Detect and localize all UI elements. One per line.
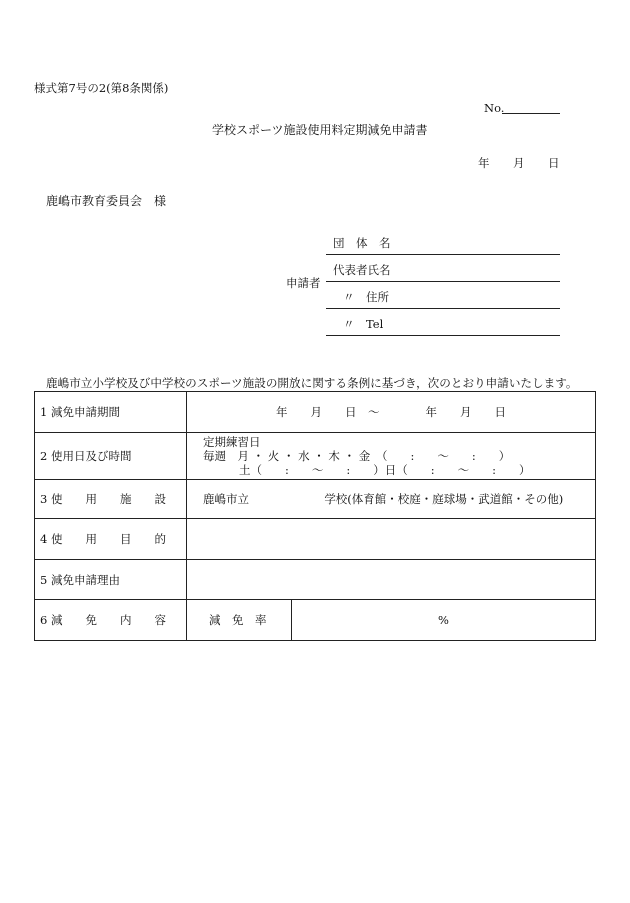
date-month: 月 [513, 156, 525, 170]
number-label: No. [484, 101, 505, 115]
number-field-line[interactable] [502, 113, 560, 114]
period-field[interactable]: 年 月 日 〜 年 月 日 [187, 392, 596, 433]
document-title: 学校スポーツ施設使用料定期減免申請書 [212, 123, 428, 137]
date-year: 年 [478, 156, 490, 170]
table-row [35, 392, 596, 433]
regular-practice-label: 定期練習日 [203, 435, 261, 449]
representative-name-field[interactable] [326, 281, 560, 282]
facility-field[interactable] [187, 480, 596, 519]
purpose-field[interactable] [187, 519, 596, 560]
period-label: 1 減免申請期間 [35, 392, 187, 433]
table-row [35, 480, 596, 519]
table-row [35, 519, 596, 560]
weekday-schedule: 毎週 月 ・ 火 ・ 水 ・ 木 ・ 金 （ : 〜 : ） [203, 449, 511, 463]
address-field[interactable] [326, 308, 560, 309]
facility-suffix: 学校(体育館・校庭・庭球場・武道館・その他) [324, 492, 564, 506]
percent-unit: % [438, 613, 449, 627]
weekend-schedule: 土（ : 〜 : ）日（ : 〜 : ） [239, 463, 531, 477]
form-number: 様式第7号の2(第8条関係) [34, 81, 169, 95]
exemption-rate-label: 減 免 率 [187, 600, 292, 641]
address-label: 〃 住所 [343, 290, 389, 304]
representative-name-label: 代表者氏名 [333, 263, 391, 277]
facility-label: 3 使 用 施 設 [35, 480, 187, 519]
org-name-label: 団 体 名 [333, 236, 391, 250]
exemption-label: 6 減 免 内 容 [35, 600, 187, 641]
addressee: 鹿嶋市教育委員会 様 [46, 194, 167, 208]
table-row [35, 600, 596, 641]
exemption-rate-field[interactable] [292, 600, 596, 641]
usage-days-field[interactable] [187, 433, 596, 480]
tel-label: 〃 Tel [343, 317, 384, 331]
table-row [35, 433, 596, 480]
usage-days-label: 2 使用日及び時間 [35, 433, 187, 480]
applicant-label: 申請者 [286, 276, 321, 290]
org-name-field[interactable] [326, 254, 560, 255]
table-row [35, 560, 596, 600]
application-table [34, 391, 596, 641]
tel-field[interactable] [326, 335, 560, 336]
purpose-label: 4 使 用 目 的 [35, 519, 187, 560]
reason-field[interactable] [187, 560, 596, 600]
reason-label: 5 減免申請理由 [35, 560, 187, 600]
date-day: 日 [548, 156, 560, 170]
intro-text: 鹿嶋市立小学校及び中学校のスポーツ施設の開放に関する条例に基づき，次のとおり申請いたします。 [46, 376, 578, 390]
facility-prefix: 鹿嶋市立 [203, 492, 249, 506]
